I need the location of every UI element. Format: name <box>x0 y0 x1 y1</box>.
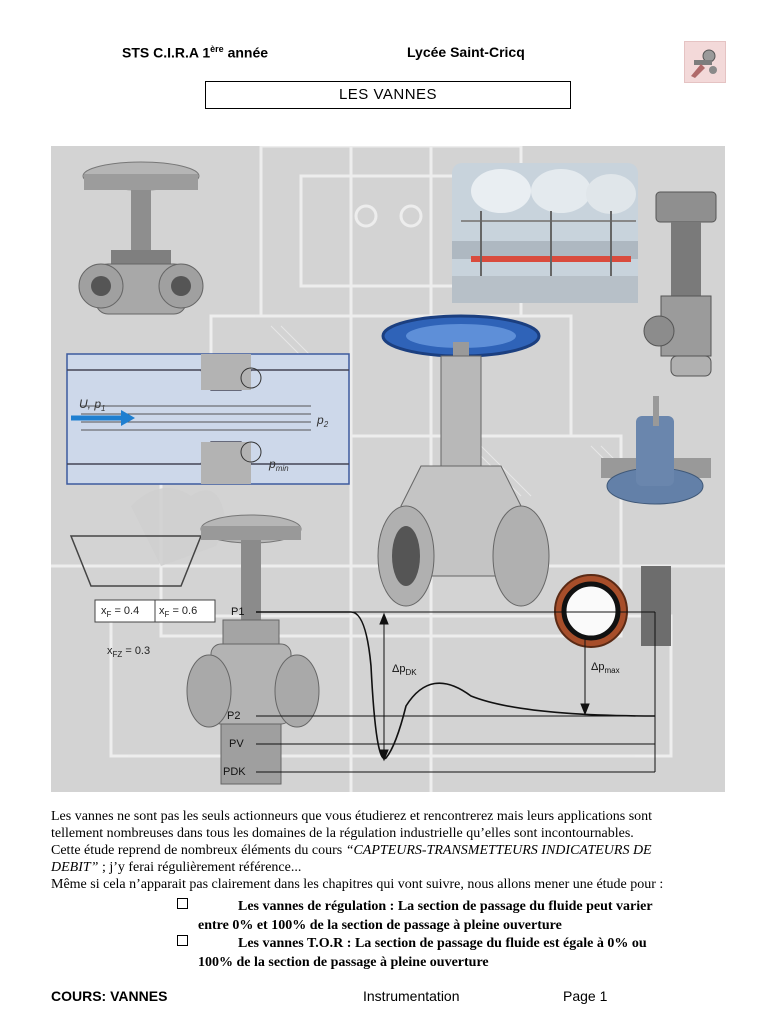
intro-text <box>51 808 725 893</box>
paragraph-3: Même si cela n’apparait pas clairement dans les chapitres qui vont suivre, nous allons mener une étude pour : <box>51 877 664 892</box>
paragraph-1b: tellement nombreuses dans tous les domaines de la régulation industrielle qu’elles sont incontournables. <box>51 826 634 841</box>
label-pv: PV <box>229 738 244 750</box>
gate-valve-photo <box>378 316 549 606</box>
svg-text:xF = 0.6: $x_F = 0.6$ <box>159 605 198 619</box>
control-valve-photo-right <box>644 192 716 376</box>
bullet-onoff-valves-cont: 100% de la section de passage à pleine ouverture <box>198 955 489 970</box>
checkbox-icon <box>177 898 188 909</box>
svg-text:xFZ = 0.3: $x_{FZ} = 0.3$ <box>107 645 151 659</box>
course-heading <box>122 44 268 61</box>
butterfly-valve-photo <box>555 396 711 647</box>
svg-text:pmin: $p_{min}$ <box>269 457 289 473</box>
label-pdk: PDK <box>223 766 246 778</box>
paragraph-2b: DEBIT” ; j’y ferai régulièrement référence... <box>51 860 302 875</box>
bullet-control-valves-cont: entre 0% et 100% de la section de passage à pleine ouverture <box>198 918 562 933</box>
footer-page: Page 1 <box>563 988 608 1004</box>
bullet-control-valves: Les vannes de régulation : La section de passage du fluide peut varier <box>177 898 653 915</box>
label-p1: P1 <box>231 606 245 618</box>
school-logo <box>684 41 726 83</box>
footer-course: COURS: VANNES <box>51 988 168 1004</box>
checkbox-icon <box>177 935 188 946</box>
cavitation-spray-drawing <box>71 488 226 659</box>
svg-text:U, p1: U, $p_1$ <box>79 397 106 413</box>
flow-diagram <box>67 354 349 484</box>
control-valve-photo-top-left <box>79 162 203 314</box>
label-delta-pdk: $\Delta p_{DK}$ <box>392 663 417 677</box>
footer-subject: Instrumentation <box>363 988 460 1004</box>
bullet-onoff-valves: Les vannes T.O.R : La section de passage du fluide est égale à 0% ou <box>177 935 647 952</box>
label-p2: P2 <box>227 710 241 722</box>
label-delta-pmax: $\Delta p_{max}$ <box>591 661 620 675</box>
industrial-plant-photo <box>452 163 638 303</box>
svg-text:p2: $p_2$ <box>317 413 329 429</box>
course-year: année <box>223 44 269 61</box>
course-name: STS C.I.R.A 1 <box>122 44 211 61</box>
paragraph-2a: Cette étude reprend de nombreux éléments du cours “CAPTEURS-TRANSMETTEURS INDICATEURS DE <box>51 843 652 858</box>
paragraph-1a: Les vannes ne sont pas les seuls actionneurs que vous étudierez et rencontrerez mais leurs applications sont <box>51 809 653 824</box>
school-name: Lycée Saint-Cricq <box>407 44 525 60</box>
valves-illustration <box>51 146 725 792</box>
course-superscript: ère <box>210 44 224 54</box>
page-title: LES VANNES <box>205 81 571 109</box>
svg-text:xF = 0.4: $x_F = 0.4$ <box>101 605 140 619</box>
